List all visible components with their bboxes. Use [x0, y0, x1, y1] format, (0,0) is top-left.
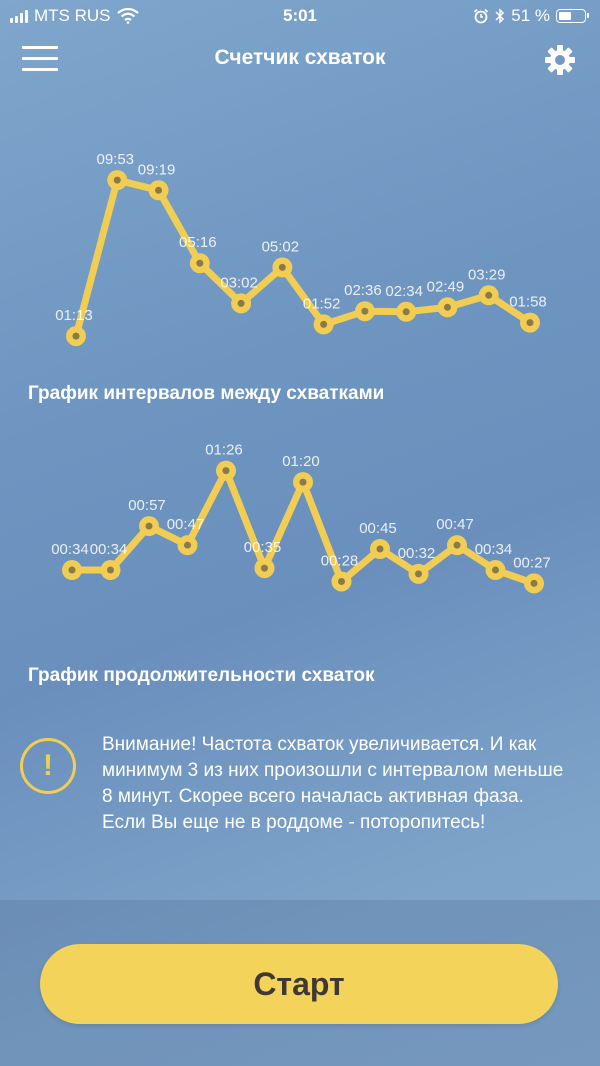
data-point-center: [527, 319, 534, 326]
gear-icon[interactable]: [542, 42, 578, 78]
data-label: 01:20: [282, 453, 320, 471]
durations-chart-title: График продолжительности схваток: [28, 665, 375, 686]
bluetooth-icon: [495, 8, 505, 24]
data-label: 05:02: [261, 238, 300, 256]
data-label: 00:34: [474, 541, 513, 559]
page-title: Счетчик схваток: [214, 46, 386, 69]
data-point-center: [415, 570, 422, 577]
battery-icon: [556, 9, 586, 23]
data-point-center: [107, 567, 114, 574]
data-point-center: [444, 304, 451, 311]
data-label: 00:34: [89, 541, 128, 559]
data-point-center: [73, 333, 80, 340]
data-point-center: [279, 264, 286, 271]
data-point-center: [69, 567, 76, 574]
data-point-center: [492, 567, 499, 574]
data-label: 00:57: [128, 497, 166, 515]
data-label: 00:28: [320, 552, 359, 570]
alarm-icon: [473, 8, 489, 24]
exclamation-icon: !: [20, 738, 76, 794]
status-right: [473, 6, 586, 26]
data-label: 03:02: [220, 274, 258, 292]
data-label: 01:13: [55, 307, 93, 325]
status-time: 5:01: [282, 6, 318, 25]
data-point-center: [261, 565, 268, 572]
data-label: 02:34: [385, 282, 423, 300]
data-point-center: [403, 308, 410, 315]
data-point-center: [300, 479, 307, 486]
data-point-center: [155, 187, 162, 194]
data-point-center: [146, 523, 153, 530]
data-label: 01:26: [205, 441, 243, 459]
intervals-chart: [0, 140, 600, 370]
data-label: 01:52: [302, 295, 341, 313]
data-label: 03:29: [467, 266, 506, 284]
intervals-chart-title: График интервалов между схватками: [28, 383, 385, 404]
data-point-center: [454, 542, 461, 549]
alert-text: Внимание! Частота схваток увеличивается. И как минимум 3 из них произошли с интервалом меньше 8 минут. Скорее всего началась активная фаза. Если Вы еще не в роддоме - поторопитесь!: [102, 734, 564, 833]
data-label: 02:49: [426, 278, 465, 296]
data-point-center: [184, 542, 191, 549]
data-label: 09:53: [96, 151, 135, 169]
data-label: 09:19: [137, 161, 176, 179]
app-header: [0, 32, 600, 84]
data-label: 00:47: [166, 516, 205, 534]
data-point-center: [361, 308, 368, 315]
data-label: 00:27: [513, 554, 551, 572]
series-line: [76, 180, 530, 336]
data-label: 02:36: [344, 282, 382, 300]
data-point-center: [196, 260, 203, 267]
status-bar: [0, 0, 600, 32]
data-point-center: [531, 580, 538, 587]
data-point-center: [338, 578, 345, 585]
data-label: 05:16: [179, 234, 217, 252]
data-point-center: [377, 546, 384, 553]
data-label: 00:45: [359, 520, 397, 537]
data-label: 00:34: [51, 541, 89, 559]
start-button[interactable]: Старт: [40, 944, 558, 1024]
data-point-center: [223, 467, 230, 474]
durations-chart: [0, 425, 600, 655]
data-label: 01:58: [509, 293, 547, 311]
data-point-center: [238, 300, 245, 307]
battery-percent: 51 %: [511, 6, 550, 25]
data-label: 00:35: [243, 539, 282, 557]
data-label: 00:47: [436, 516, 474, 534]
carrier-label: MTS RUS: [34, 6, 111, 25]
data-label: 00:32: [397, 544, 436, 562]
data-point-center: [114, 177, 121, 184]
data-point-center: [320, 321, 327, 328]
data-point-center: [485, 292, 492, 299]
alert-message: [20, 732, 580, 862]
